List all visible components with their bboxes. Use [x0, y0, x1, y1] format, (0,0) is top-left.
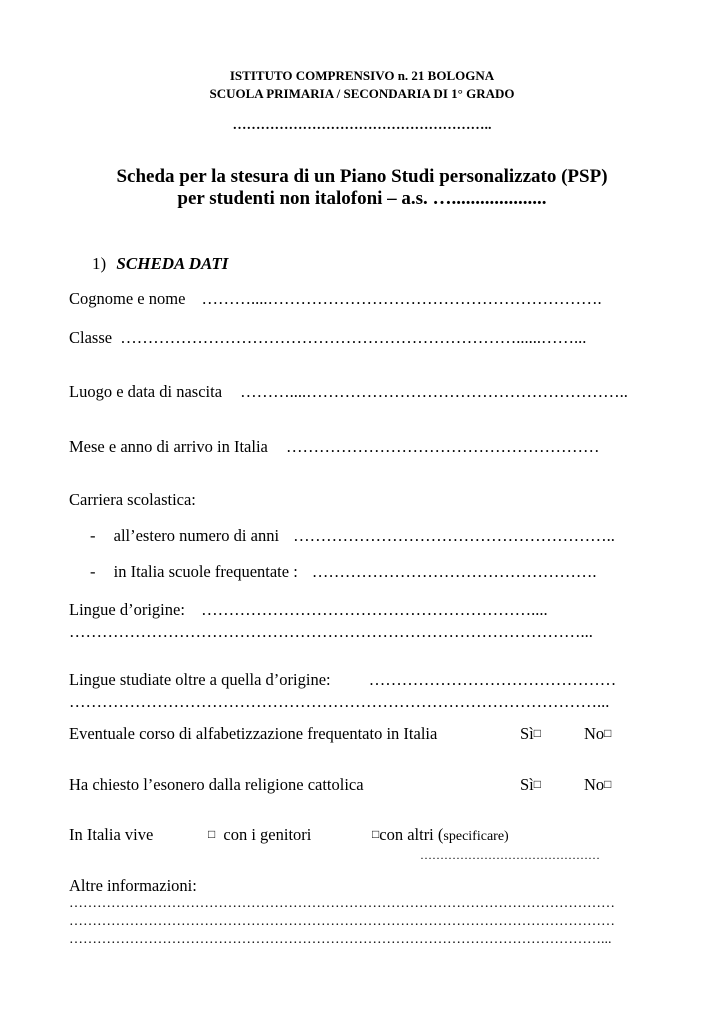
field-estero — [90, 526, 615, 546]
bullet: - — [90, 562, 96, 581]
vive-specify-line[interactable]: ……………………………………… — [420, 848, 600, 862]
checkbox-icon[interactable]: □ — [372, 827, 380, 841]
vive-genitori-option[interactable] — [208, 825, 311, 845]
school-level: SCUOLA PRIMARIA / SECONDARIA DI 1° GRADO — [209, 86, 515, 101]
field-lingue-origine — [69, 600, 548, 620]
no-label: No — [584, 724, 605, 743]
yes-label: Sì — [520, 775, 534, 794]
altre-line-2[interactable]: ……………………………………………………………………………………………………… — [69, 914, 615, 929]
field-label: Lingue d’origine: — [69, 600, 185, 619]
esonero-yes-option[interactable] — [520, 775, 541, 795]
field-label: Cognome e nome — [69, 289, 186, 308]
esonero-no-option[interactable] — [584, 775, 611, 795]
fill-line[interactable]: ……………………………………… — [368, 670, 617, 689]
bullet: - — [90, 526, 96, 545]
no-label: No — [584, 775, 605, 794]
fill-line-continuation[interactable]: ……………………………………………………………………………………... — [69, 692, 610, 711]
document-subtitle: per studenti non italofoni – a.s. ….................... — [177, 188, 547, 209]
header-dots: ……………………………………………….. — [232, 118, 492, 133]
option-label: con altri — [379, 825, 434, 844]
field-altre-informazioni: Altre informazioni: — [69, 876, 197, 895]
altre-line-3[interactable]: ……………………………………………………………………………………………………... — [69, 932, 612, 947]
checkbox-icon[interactable]: □ — [533, 777, 542, 791]
section-label: SCHEDA DATI — [116, 254, 229, 273]
fill-line-continuation[interactable]: …………………………………………………………………………………... — [69, 622, 593, 641]
field-label: Mese e anno di arrivo in Italia — [69, 437, 268, 456]
fill-line[interactable]: …………………………………………………….... — [201, 600, 548, 619]
fill-line[interactable]: ……………………………………………. — [311, 562, 597, 581]
field-label: Classe — [69, 328, 113, 347]
specify-paren: ( — [437, 825, 444, 844]
fill-line[interactable]: ………………………………………………… — [285, 437, 600, 456]
field-classe — [69, 328, 586, 348]
field-esonero: Ha chiesto l’esonero dalla religione cattolica — [69, 775, 364, 794]
fill-line[interactable]: ………....……………………………………………………. — [201, 289, 602, 308]
field-alfabetizzazione: Eventuale corso di alfabetizzazione frequentato in Italia — [69, 724, 438, 743]
fill-line[interactable]: ………………………………………………………………......……... — [120, 328, 587, 347]
checkbox-icon[interactable]: □ — [208, 827, 216, 841]
option-label: con i genitori — [223, 825, 312, 844]
field-vive: In Italia vive — [69, 825, 154, 844]
document-title: Scheda per la stesura di un Piano Studi personalizzato (PSP) — [116, 166, 608, 187]
checkbox-icon[interactable]: □ — [533, 726, 542, 740]
alfabetizzazione-no-option[interactable] — [584, 724, 611, 744]
field-italia-scuole — [90, 562, 597, 582]
field-luogo-nascita — [69, 382, 628, 402]
vive-altri-option[interactable] — [372, 825, 509, 845]
section-heading — [92, 254, 228, 274]
section-number: 1) — [92, 254, 107, 273]
field-label: all’estero numero di anni — [113, 526, 280, 545]
checkbox-icon[interactable]: □ — [604, 726, 612, 740]
school-name: ISTITUTO COMPRENSIVO n. 21 BOLOGNA — [229, 68, 495, 83]
field-arrivo — [69, 437, 599, 457]
altre-line-1[interactable]: ……………………………………………………………………………………………………… — [69, 896, 615, 911]
checkbox-icon[interactable]: □ — [604, 777, 612, 791]
field-cognome — [69, 289, 602, 309]
fill-line[interactable]: ………………………………………………….. — [293, 526, 615, 545]
yes-label: Sì — [520, 724, 534, 743]
field-label: in Italia scuole frequentate : — [113, 562, 298, 581]
fill-line[interactable]: ………....………………………………………………….. — [240, 382, 628, 401]
field-carriera: Carriera scolastica: — [69, 490, 196, 509]
alfabetizzazione-yes-option[interactable] — [520, 724, 541, 744]
field-label: Lingue studiate oltre a quella d’origine: — [69, 670, 331, 689]
field-lingue-studiate — [69, 670, 616, 690]
field-label: Luogo e data di nascita — [69, 382, 223, 401]
specify-label: specificare) — [443, 829, 509, 844]
